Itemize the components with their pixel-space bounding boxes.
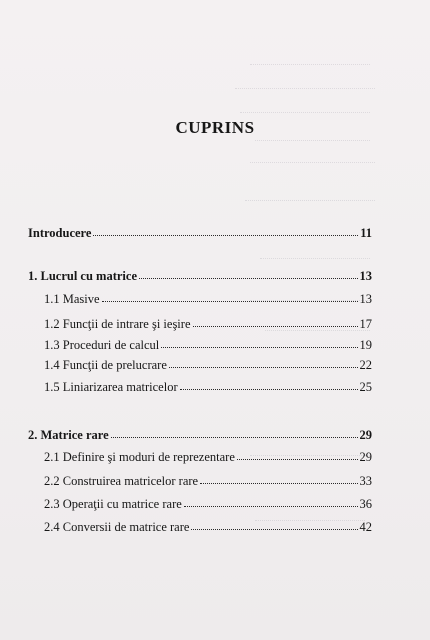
toc-entry-label: 1.2 Funcţii de intrare şi ieşire xyxy=(44,316,191,331)
toc-entry-page: 25 xyxy=(359,379,372,394)
toc-entry-section-1-4[interactable] xyxy=(44,353,372,371)
toc-entry-page: 17 xyxy=(359,316,372,331)
toc-entry-section-2-2[interactable] xyxy=(44,469,372,487)
toc-entry-section-2-1[interactable] xyxy=(44,445,372,463)
toc-entry-chapter-1[interactable] xyxy=(28,264,372,282)
toc-entry-chapter-2[interactable] xyxy=(28,423,372,441)
toc-entry-introducere[interactable] xyxy=(28,221,372,239)
toc-entry-label: 1.3 Proceduri de calcul xyxy=(44,337,160,352)
toc-entry-section-1-5[interactable] xyxy=(44,375,372,393)
dot-leader xyxy=(191,529,357,530)
dot-leader xyxy=(139,278,357,279)
toc-entry-label: 2.3 Operaţii cu matrice rare xyxy=(44,496,182,511)
dot-leader xyxy=(193,326,358,327)
toc-entry-label: 1.4 Funcţii de prelucrare xyxy=(44,357,167,372)
toc-entry-label: 1.5 Liniarizarea matricelor xyxy=(44,379,178,394)
toc-entry-page: 33 xyxy=(359,473,372,488)
dot-leader xyxy=(161,347,357,348)
toc-entry-page: 36 xyxy=(359,496,372,511)
dot-leader xyxy=(184,506,358,507)
toc-title: CUPRINS xyxy=(175,118,255,137)
toc-entry-label: Introducere xyxy=(28,225,92,240)
toc-entry-page: 29 xyxy=(359,449,372,464)
dot-leader xyxy=(111,437,358,438)
toc-entry-page: 42 xyxy=(359,519,372,534)
toc-entry-label: 2.4 Conversii de matrice rare xyxy=(44,519,190,534)
toc-entry-page: 22 xyxy=(359,357,372,372)
dot-leader xyxy=(200,483,357,484)
dot-leader xyxy=(237,459,358,460)
toc-entry-section-1-1[interactable] xyxy=(44,287,372,305)
toc-entry-section-1-2[interactable] xyxy=(44,312,372,330)
dot-leader xyxy=(102,301,358,302)
toc-entry-label: 2. Matrice rare xyxy=(28,427,109,442)
dot-leader xyxy=(180,389,358,390)
toc-entry-page: 29 xyxy=(359,427,372,442)
toc-entry-label: 2.2 Construirea matricelor rare xyxy=(44,473,199,488)
toc-entry-section-1-3[interactable] xyxy=(44,333,372,351)
toc-entry-page: 13 xyxy=(359,291,372,306)
toc-entry-label: 2.1 Definire şi moduri de reprezentare xyxy=(44,449,235,464)
dot-leader xyxy=(93,235,358,236)
toc-entry-label: 1. Lucrul cu matrice xyxy=(28,268,138,283)
toc-entry-section-2-4[interactable] xyxy=(44,515,372,533)
toc-entry-section-2-3[interactable] xyxy=(44,492,372,510)
toc-entry-label: 1.1 Masive xyxy=(44,291,100,306)
dot-leader xyxy=(169,367,358,368)
toc-entry-page: 11 xyxy=(360,225,372,240)
toc-entry-page: 13 xyxy=(359,268,372,283)
toc-entry-page: 19 xyxy=(359,337,372,352)
